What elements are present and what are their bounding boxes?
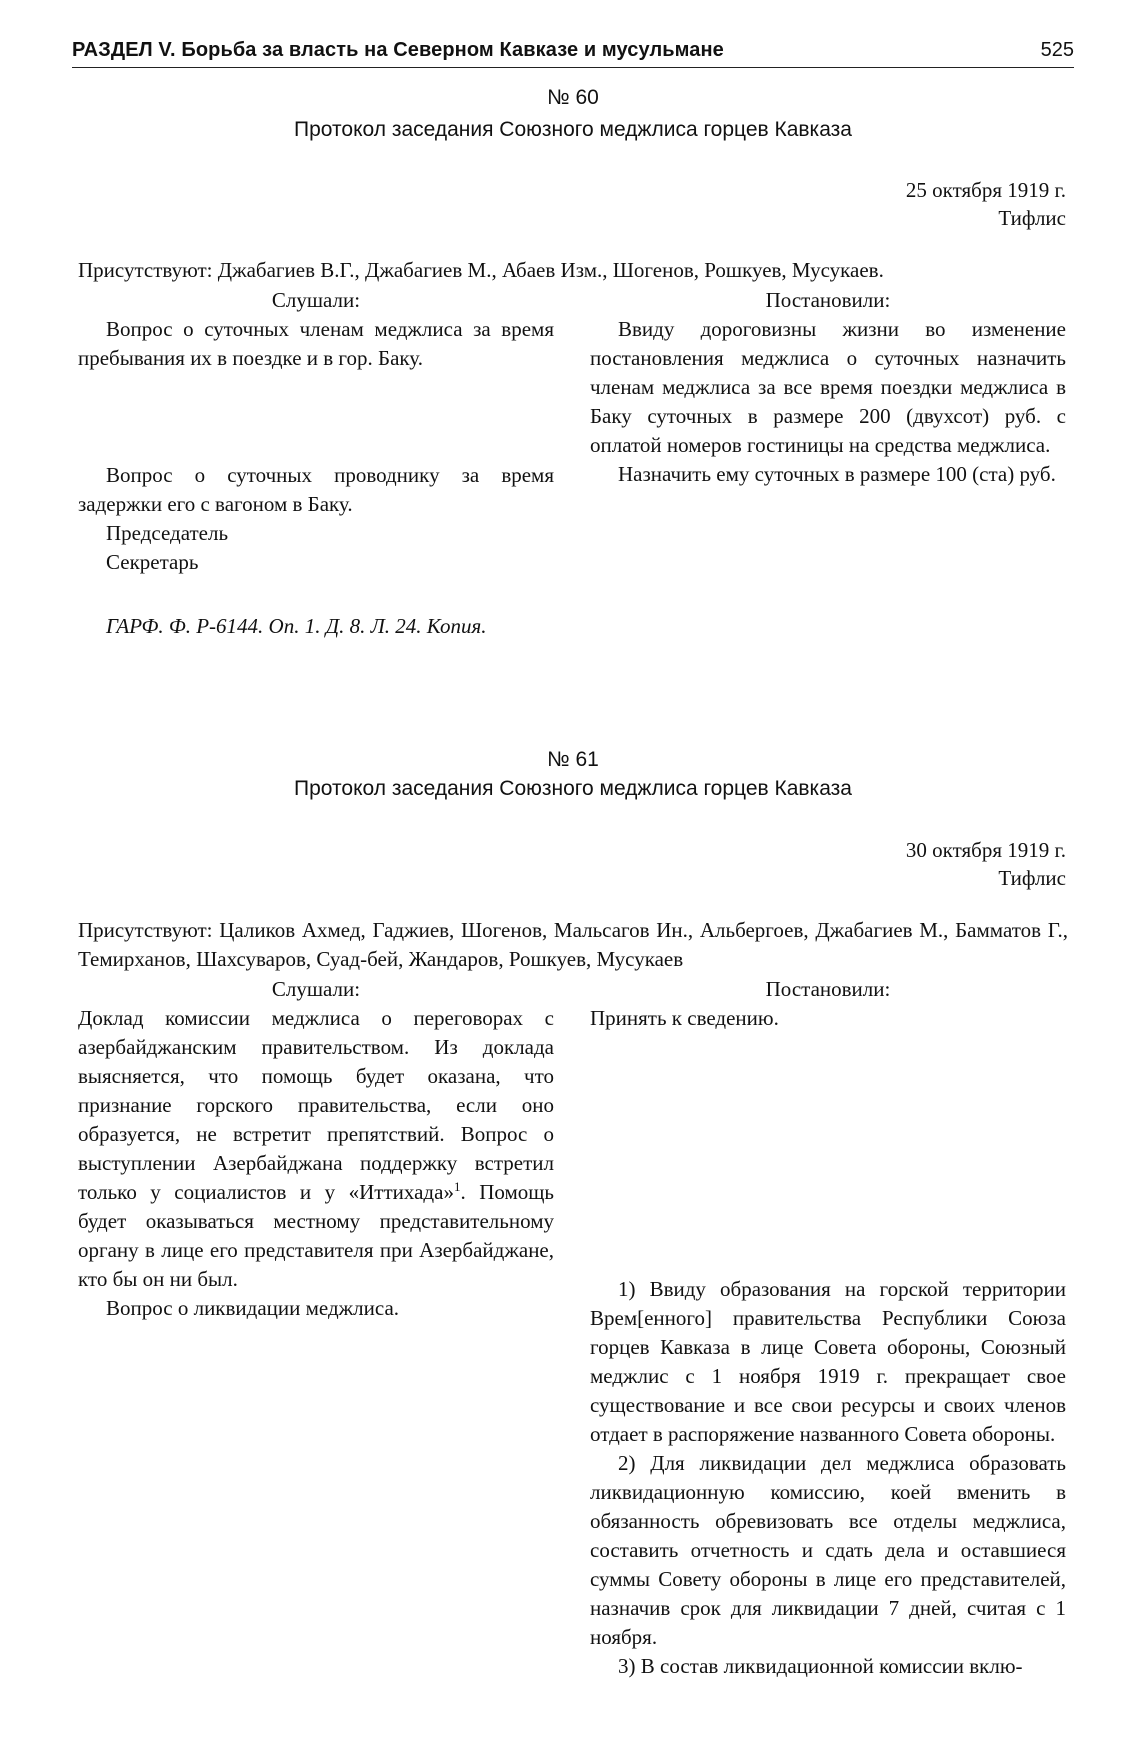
- doc61-dateline: [906, 836, 1066, 892]
- doc60-heard-1: Вопрос о суточных членам меджлиса за время пребывания их в поездке и в гор. Баку.: [78, 317, 554, 370]
- doc61-resolved-2a: 1) Ввиду образования на горской территории Врем[енного] правительства Республики Союза горцев Кавказа в лице Совета обороны, Союзный меджлис с 1 ноября 1919 г. прекращает свое существование и все свои ресурсы и своих членов отдает в распоряжение названного Совета обороны.: [590, 1277, 1066, 1446]
- doc61-present: Присутствуют: Цаликов Ахмед, Гаджиев, Шогенов, Мальсагов Ин., Альбергоев, Джабагиев М., Бамматов Г., Темирханов, Шахсуваров, Суад-бей, Жандаров, Рошкуев, Мусукаев: [78, 918, 1068, 971]
- doc60-heard-label: Слушали:: [271, 288, 361, 312]
- doc61-heard-1-end: . Помощь будет оказываться местному представительному органу в лице его представителя при Азербайджане, кто бы он ни был.: [78, 1180, 554, 1291]
- doc61-resolved-1: Принять к сведению.: [590, 1006, 779, 1030]
- doc61-heard-label: Слушали:: [271, 977, 361, 1001]
- doc60-resolved-2: Назначить ему суточных в размере 100 (ста) руб.: [618, 462, 1056, 486]
- footnote-marker: 1: [453, 1179, 461, 1194]
- doc60-heard-column: [78, 286, 554, 577]
- doc60-title: Протокол заседания Союзного меджлиса горцев Кавказа: [294, 118, 852, 141]
- section-title: РАЗДЕЛ V. Борьба за власть на Северном Кавказе и мусульмане: [72, 39, 724, 61]
- doc61-place: Тифлис: [998, 866, 1066, 890]
- doc60-dateline: [906, 176, 1066, 232]
- doc60-present: Присутствуют: Джабагиев В.Г., Джабагиев М., Абаев Изм., Шогенов, Рошкуев, Мусукаев.: [78, 258, 884, 282]
- doc60-secretary: Секретарь: [106, 550, 199, 574]
- page-number: 525: [1040, 39, 1074, 61]
- running-header: [72, 30, 1074, 68]
- doc61-heard-2: Вопрос о ликвидации меджлиса.: [106, 1296, 400, 1320]
- doc61-heard-1-text: Доклад комиссии меджлиса о переговорах с азербайджанским правительством. Из доклада выясняется, что помощь будет оказана, что признание горского правительства, если оно образуется, не встретит препятствий. Вопрос о выступлении Азербайджана поддержку встретил только у социалистов и у «Иттихада»: [78, 1006, 554, 1204]
- doc60-resolved-column: [590, 286, 1066, 489]
- doc60-chairman: Председатель: [106, 521, 229, 545]
- doc60-resolved-label: Постановили:: [765, 288, 891, 312]
- doc61-number: № 61: [547, 748, 599, 771]
- doc61-resolved-column: [590, 975, 1066, 1033]
- doc60-number: № 60: [547, 86, 599, 109]
- doc61-resolved-2b: 2) Для ликвидации дел меджлиса образовать ликвидационную комиссию, коей вменить в обязанность обревизовать все отделы меджлиса, составить отчетность и сдать дела и оставшиеся суммы Совету обороны в лице его представителей, назначив срок для ликвидации 7 дней, считая с 1 ноября.: [590, 1451, 1066, 1649]
- doc61-date: 30 октября 1919 г.: [905, 838, 1066, 862]
- doc61-heard-1: [78, 1004, 554, 1294]
- doc61-resolved-label: Постановили:: [765, 977, 891, 1001]
- doc60-place: Тифлис: [998, 206, 1066, 230]
- doc60-resolved-1: Ввиду дороговизны жизни во изменение постановления меджлиса о суточных назначить членам меджлиса за все время поездки меджлиса в Баку суточных в размере 200 (двухсот) руб. с оплатой номеров гостиницы на средства меджлиса.: [590, 317, 1066, 457]
- doc61-heard-column: [78, 975, 554, 1323]
- doc61-resolved-2c: 3) В состав ликвидационной комиссии вклю-: [618, 1654, 1023, 1678]
- doc60-heard-2: Вопрос о суточных проводнику за время задержки его с вагоном в Баку.: [78, 463, 554, 516]
- doc60-date: 25 октября 1919 г.: [905, 178, 1066, 202]
- doc61-title: Протокол заседания Союзного меджлиса горцев Кавказа: [294, 777, 852, 800]
- doc60-archive-reference: ГАРФ. Ф. Р-6144. Оп. 1. Д. 8. Л. 24. Копия.: [106, 614, 487, 638]
- doc61-liquidation-resolutions: [590, 1275, 1066, 1681]
